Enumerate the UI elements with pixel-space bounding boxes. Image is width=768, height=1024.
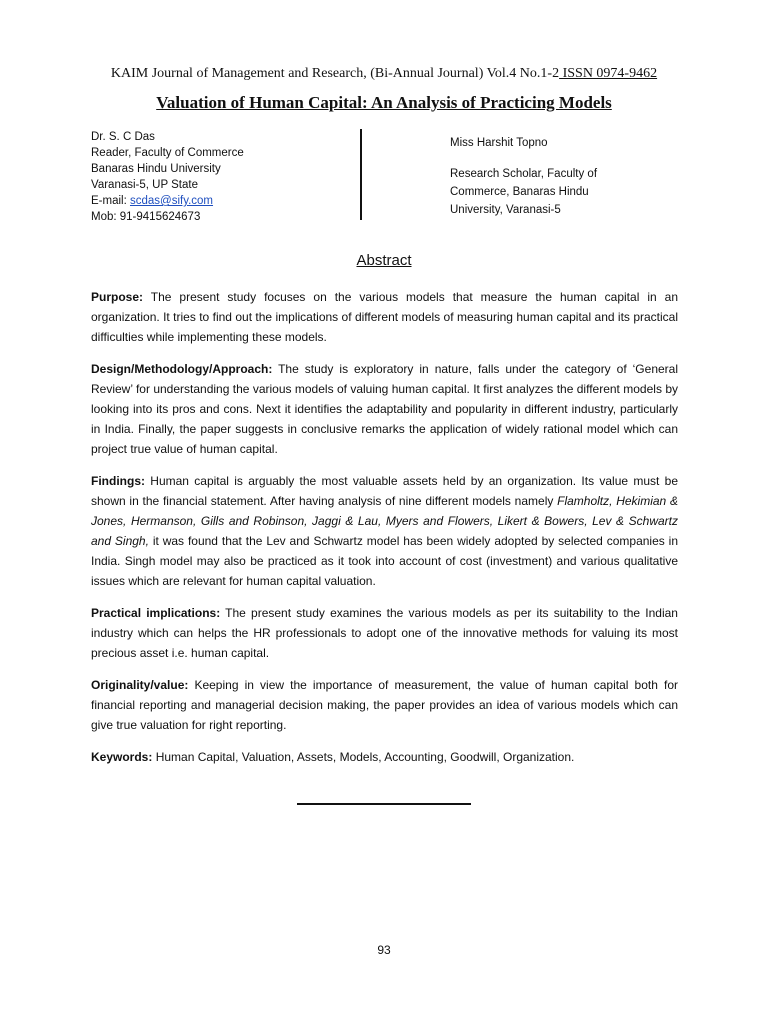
coauthor-line-1: Research Scholar, Faculty of: [450, 168, 598, 180]
originality-text: Keeping in view the importance of measurement, the value of human capital both for financial reporting and managerial decision making, the paper provides an idea of various models which can give true valuation for right reporting.: [91, 678, 678, 732]
keywords-text: Human Capital, Valuation, Assets, Models, Accounting, Goodwill, Organization.: [152, 750, 575, 764]
paper-title: Valuation of Human Capital: An Analysis of Practicing Models: [156, 93, 612, 112]
findings-text-a: Human capital is arguably the most valuable assets held by an organization. Its value must be shown in the financial statement. After having analysis of nine different models namely: [91, 474, 678, 508]
keywords-label: Keywords:: [91, 750, 153, 764]
coauthor-line-3: University, Varanasi-5: [450, 204, 561, 216]
page-number: 93: [377, 943, 391, 957]
abstract-body: [91, 287, 678, 779]
email-label: E-mail:: [91, 195, 130, 207]
journal-header: [0, 66, 768, 82]
design-label: Design/Methodology/Approach:: [91, 362, 273, 376]
coauthor-name: Miss Harshit Topno: [450, 137, 548, 149]
author-block-right: [450, 134, 597, 219]
practical-text: The present study examines the various models as per its suitability to the Indian industry which can helps the HR professionals to adopt one of the innovative methods for valuing its most precious asset i.e. human capital.: [91, 606, 678, 660]
author-block-left: [91, 129, 244, 225]
journal-name: KAIM Journal of Management and Research, (Bi-Annual Journal) Vol.4 No.1-2: [110, 66, 560, 81]
originality-label: Originality/value:: [91, 678, 189, 692]
practical-label: Practical implications:: [91, 606, 221, 620]
author-divider: [360, 129, 362, 220]
author-name: Dr. S. C Das: [91, 131, 155, 143]
findings-models: Flamholtz, Hekimian & Jones, Hermanson, Gills and Robinson, Jaggi & Lau, Myers and Flowers, Likert & Bowers, Lev & Schwartz and Singh,: [91, 494, 678, 548]
author-position: Reader, Faculty of Commerce: [91, 147, 244, 159]
design-text: The study is exploratory in nature, falls under the category of ‘General Review’ for understanding the various models of valuing human capital. It first analyzes the different models by looking into its pros and cons. Next it identifies the adaptability and popularity in different industry, particularly in India. Finally, the paper suggests in conclusive remarks the application of widely rational model which can project true value of human capital.: [91, 362, 678, 456]
design-paragraph: [91, 359, 678, 459]
author-mobile: Mob: 91-9415624673: [91, 211, 201, 223]
email-link[interactable]: scdas@sify.com: [129, 195, 214, 207]
practical-paragraph: [91, 603, 678, 663]
purpose-paragraph: [91, 287, 678, 347]
author-location: Varanasi-5, UP State: [91, 179, 198, 191]
author-email-line: [91, 193, 244, 209]
journal-issn: ISSN 0974-9462: [559, 66, 658, 81]
abstract-heading: Abstract: [356, 252, 412, 269]
section-end-rule: [297, 803, 471, 805]
findings-label: Findings:: [91, 474, 145, 488]
purpose-label: Purpose:: [91, 290, 144, 304]
findings-text-b: it was found that the Lev and Schwartz model has been widely adopted by selected companies in India. Singh model may also be practiced as it took into account of cost (investment) and various qualitative issues which are relevant for human capital valuation.: [91, 534, 678, 588]
purpose-text: The present study focuses on the various models that measure the human capital in an organization. It tries to find out the implications of different models of measuring human capital and its practical difficulties while implementing these models.: [91, 290, 678, 344]
coauthor-line-2: Commerce, Banaras Hindu: [450, 186, 589, 198]
keywords-paragraph: [91, 747, 678, 767]
findings-paragraph: [91, 471, 678, 591]
author-university: Banaras Hindu University: [91, 163, 221, 175]
originality-paragraph: [91, 675, 678, 735]
